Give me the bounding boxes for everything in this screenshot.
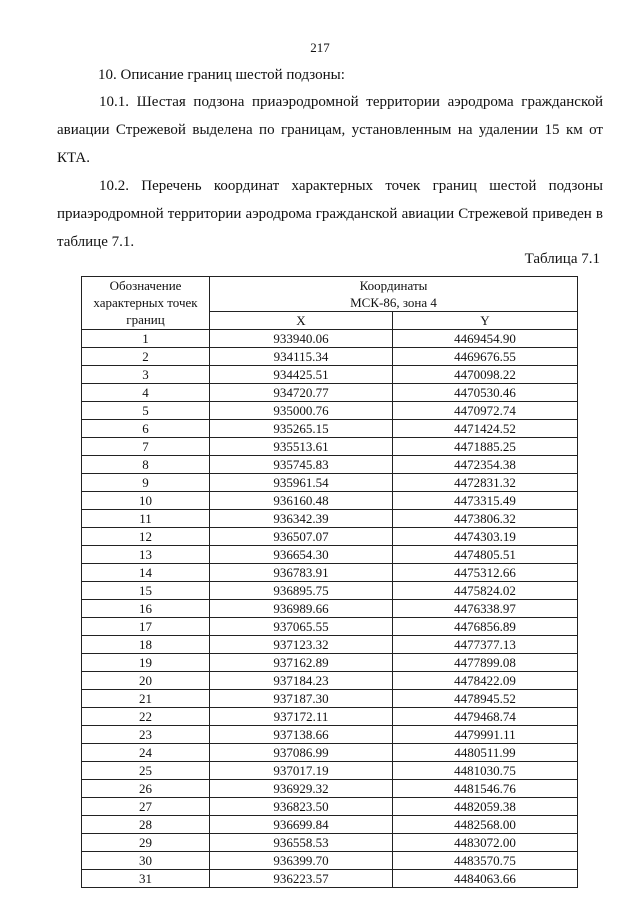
point-number-cell: 30 [82, 852, 210, 870]
point-number-cell: 9 [82, 474, 210, 492]
y-coordinate-cell: 4476856.89 [393, 618, 578, 636]
y-coordinate-cell: 4475824.02 [393, 582, 578, 600]
x-coordinate-cell: 935961.54 [210, 474, 393, 492]
x-coordinate-cell: 937017.19 [210, 762, 393, 780]
y-coordinate-cell: 4470530.46 [393, 384, 578, 402]
x-coordinate-cell: 936895.75 [210, 582, 393, 600]
point-number-cell: 17 [82, 618, 210, 636]
table-row [82, 402, 578, 420]
table-row [82, 528, 578, 546]
y-coordinate-cell: 4478422.09 [393, 672, 578, 690]
x-coordinate-cell: 936223.57 [210, 870, 393, 888]
point-number-cell: 25 [82, 762, 210, 780]
point-number-cell: 2 [82, 348, 210, 366]
y-coordinate-cell: 4471424.52 [393, 420, 578, 438]
paragraph-10-1: 10.1. Шестая подзона приаэродромной территории аэродрома гражданской авиации Стрежевой выделена по границам, установленным на удалении 15 км от КТА. [57, 94, 603, 166]
y-coordinate-cell: 4479991.11 [393, 726, 578, 744]
y-coordinate-cell: 4469676.55 [393, 348, 578, 366]
y-coordinate-cell: 4481030.75 [393, 762, 578, 780]
y-coordinate-cell: 4477377.13 [393, 636, 578, 654]
y-coordinate-cell: 4470098.22 [393, 366, 578, 384]
point-number-cell: 24 [82, 744, 210, 762]
point-number-cell: 27 [82, 798, 210, 816]
x-coordinate-cell: 936342.39 [210, 510, 393, 528]
x-coordinate-cell: 934115.34 [210, 348, 393, 366]
point-number-cell: 15 [82, 582, 210, 600]
point-number-cell: 28 [82, 816, 210, 834]
table-row [82, 834, 578, 852]
point-number-cell: 10 [82, 492, 210, 510]
section-heading: 10. Описание границ шестой подзоны: [98, 67, 345, 83]
x-coordinate-cell: 937065.55 [210, 618, 393, 636]
y-coordinate-cell: 4483570.75 [393, 852, 578, 870]
table-row [82, 510, 578, 528]
x-coordinate-cell: 937187.30 [210, 690, 393, 708]
table-row [82, 420, 578, 438]
table-row [82, 492, 578, 510]
table-caption: Таблица 7.1 [524, 251, 600, 267]
point-number-cell: 5 [82, 402, 210, 420]
coordinates-table [81, 276, 578, 888]
point-number-cell: 29 [82, 834, 210, 852]
table-row [82, 852, 578, 870]
y-coordinate-cell: 4484063.66 [393, 870, 578, 888]
x-coordinate-cell: 935265.15 [210, 420, 393, 438]
table-body [82, 330, 578, 888]
y-coordinate-cell: 4480511.99 [393, 744, 578, 762]
table-row [82, 582, 578, 600]
y-coordinate-cell: 4481546.76 [393, 780, 578, 798]
point-number-cell: 23 [82, 726, 210, 744]
table-header-row [82, 277, 578, 312]
point-number-cell: 6 [82, 420, 210, 438]
header-coordinates-title: Координаты [359, 278, 428, 293]
x-coordinate-cell: 933940.06 [210, 330, 393, 348]
point-number-cell: 26 [82, 780, 210, 798]
x-coordinate-cell: 937138.66 [210, 726, 393, 744]
table-row [82, 384, 578, 402]
x-coordinate-cell: 934425.51 [210, 366, 393, 384]
y-coordinate-cell: 4476338.97 [393, 600, 578, 618]
table-row [82, 798, 578, 816]
x-coordinate-cell: 934720.77 [210, 384, 393, 402]
table-row [82, 366, 578, 384]
x-coordinate-cell: 936823.50 [210, 798, 393, 816]
x-coordinate-cell: 936507.07 [210, 528, 393, 546]
page-number: 217 [310, 40, 330, 55]
y-coordinate-cell: 4474805.51 [393, 546, 578, 564]
x-coordinate-cell: 935745.83 [210, 456, 393, 474]
table-row [82, 708, 578, 726]
y-coordinate-cell: 4472831.32 [393, 474, 578, 492]
point-number-cell: 21 [82, 690, 210, 708]
table-row [82, 654, 578, 672]
table-row [82, 438, 578, 456]
paragraph-10-2: 10.2. Перечень координат характерных точек границ шестой подзоны приаэродромной территории аэродрома гражданской авиации Стрежевой приведен в таблице 7.1. [57, 178, 603, 250]
y-coordinate-cell: 4479468.74 [393, 708, 578, 726]
header-coordinates [210, 277, 578, 312]
x-coordinate-cell: 936160.48 [210, 492, 393, 510]
table-row [82, 456, 578, 474]
table-row [82, 780, 578, 798]
x-coordinate-cell: 937184.23 [210, 672, 393, 690]
y-coordinate-cell: 4473806.32 [393, 510, 578, 528]
point-number-cell: 22 [82, 708, 210, 726]
table-row [82, 816, 578, 834]
point-number-cell: 13 [82, 546, 210, 564]
y-coordinate-cell: 4470972.74 [393, 402, 578, 420]
y-coordinate-cell: 4473315.49 [393, 492, 578, 510]
table-row [82, 546, 578, 564]
header-x: X [210, 312, 393, 330]
point-number-cell: 1 [82, 330, 210, 348]
point-number-cell: 11 [82, 510, 210, 528]
x-coordinate-cell: 937123.32 [210, 636, 393, 654]
point-number-cell: 20 [82, 672, 210, 690]
y-coordinate-cell: 4477899.08 [393, 654, 578, 672]
point-number-cell: 31 [82, 870, 210, 888]
x-coordinate-cell: 936989.66 [210, 600, 393, 618]
point-number-cell: 8 [82, 456, 210, 474]
table-row [82, 474, 578, 492]
y-coordinate-cell: 4474303.19 [393, 528, 578, 546]
table-row [82, 600, 578, 618]
x-coordinate-cell: 936699.84 [210, 816, 393, 834]
header-coordinate-system: МСК-86, зона 4 [350, 295, 437, 310]
y-coordinate-cell: 4483072.00 [393, 834, 578, 852]
table-row [82, 762, 578, 780]
header-designation: Обозначение характерных точек границ [82, 277, 210, 330]
point-number-cell: 12 [82, 528, 210, 546]
x-coordinate-cell: 937162.89 [210, 654, 393, 672]
point-number-cell: 16 [82, 600, 210, 618]
x-coordinate-cell: 937086.99 [210, 744, 393, 762]
point-number-cell: 3 [82, 366, 210, 384]
x-coordinate-cell: 936783.91 [210, 564, 393, 582]
table-row [82, 690, 578, 708]
x-coordinate-cell: 936929.32 [210, 780, 393, 798]
table-row [82, 636, 578, 654]
x-coordinate-cell: 936654.30 [210, 546, 393, 564]
y-coordinate-cell: 4469454.90 [393, 330, 578, 348]
x-coordinate-cell: 937172.11 [210, 708, 393, 726]
point-number-cell: 4 [82, 384, 210, 402]
point-number-cell: 14 [82, 564, 210, 582]
x-coordinate-cell: 936558.53 [210, 834, 393, 852]
table-row [82, 672, 578, 690]
y-coordinate-cell: 4471885.25 [393, 438, 578, 456]
y-coordinate-cell: 4482059.38 [393, 798, 578, 816]
table-row [82, 330, 578, 348]
table-row [82, 744, 578, 762]
y-coordinate-cell: 4482568.00 [393, 816, 578, 834]
table-row [82, 564, 578, 582]
x-coordinate-cell: 935000.76 [210, 402, 393, 420]
table-row [82, 618, 578, 636]
point-number-cell: 19 [82, 654, 210, 672]
x-coordinate-cell: 935513.61 [210, 438, 393, 456]
y-coordinate-cell: 4472354.38 [393, 456, 578, 474]
table-row [82, 348, 578, 366]
table-row [82, 726, 578, 744]
x-coordinate-cell: 936399.70 [210, 852, 393, 870]
point-number-cell: 7 [82, 438, 210, 456]
table-row [82, 870, 578, 888]
y-coordinate-cell: 4478945.52 [393, 690, 578, 708]
header-y: Y [393, 312, 578, 330]
y-coordinate-cell: 4475312.66 [393, 564, 578, 582]
point-number-cell: 18 [82, 636, 210, 654]
